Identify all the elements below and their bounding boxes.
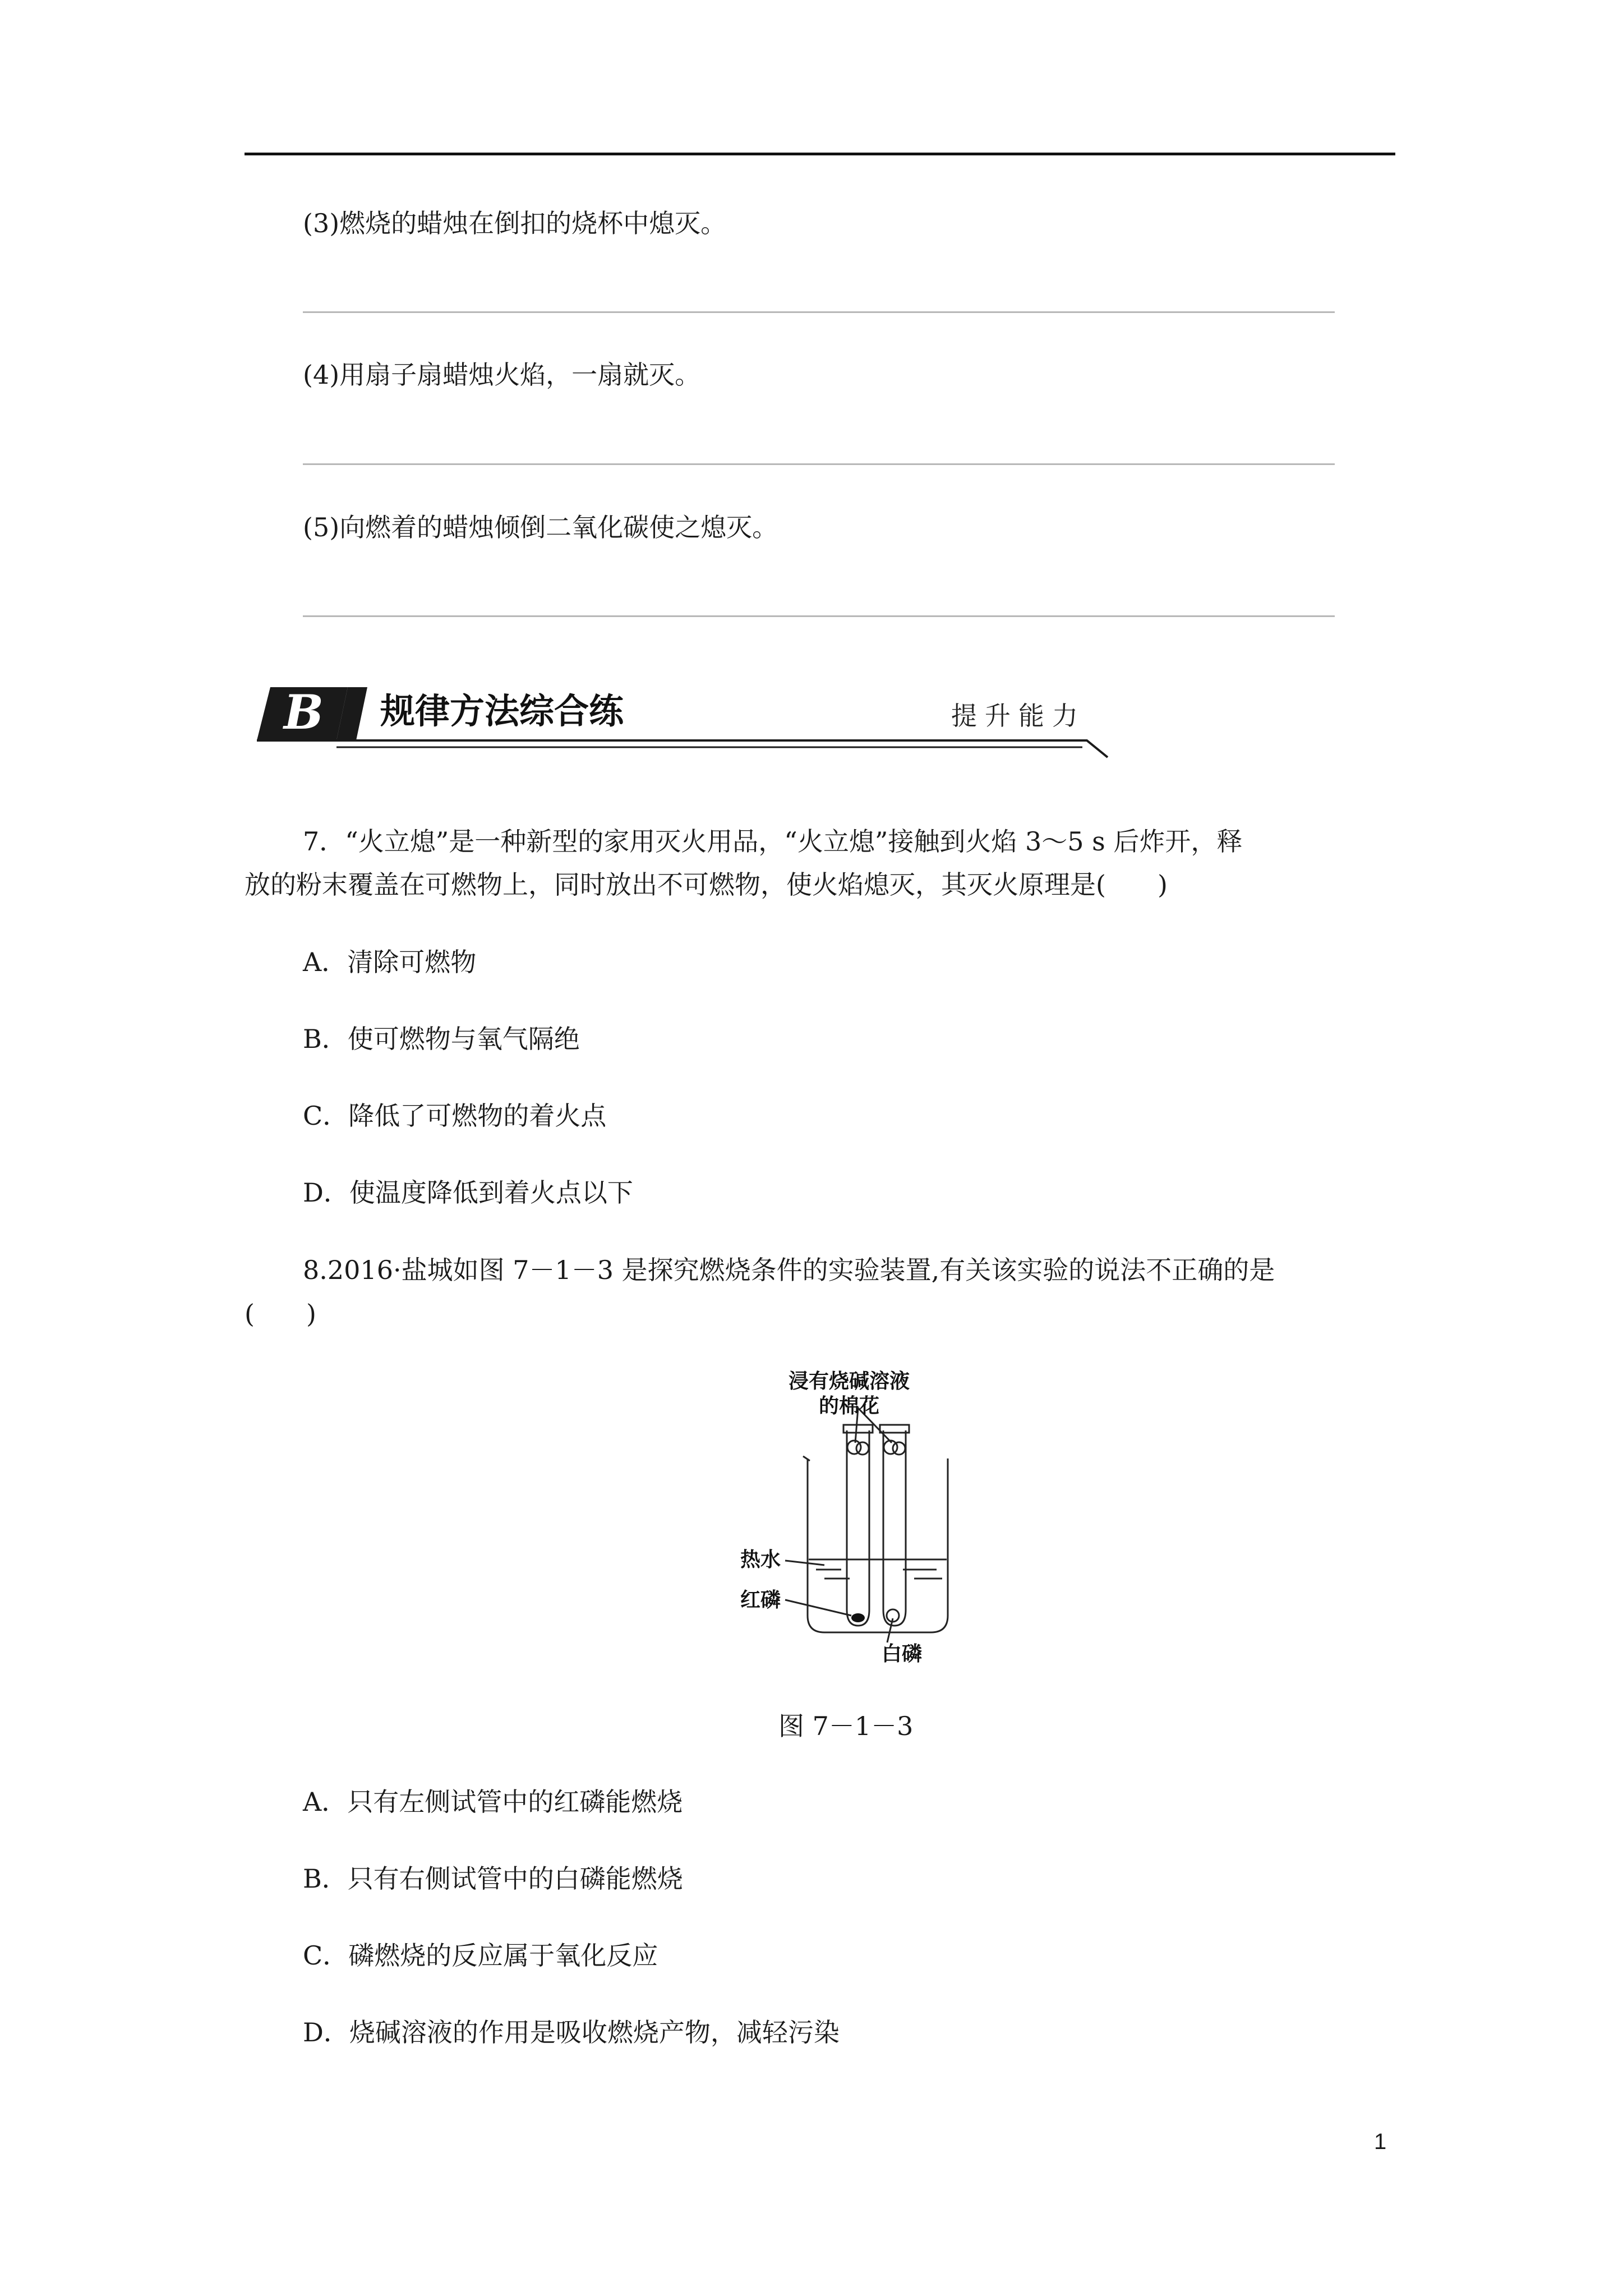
label-hot-water: 热水 bbox=[740, 1548, 781, 1571]
q8-option-c[interactable]: C．磷燃烧的反应属于氧化反应 bbox=[303, 1940, 658, 1971]
section-title: 规律方法综合练 bbox=[380, 691, 624, 731]
page-number: 1 bbox=[1374, 2129, 1387, 2154]
q7-option-b[interactable]: B．使可燃物与氧气隔绝 bbox=[303, 1024, 580, 1054]
answer-line-3[interactable] bbox=[303, 311, 1335, 313]
label-cotton-2: 的棉花 bbox=[819, 1395, 880, 1418]
question-7-line-2: 放的粉末覆盖在可燃物上，同时放出不可燃物，使火焰熄灭，其灭火原理是( ) bbox=[245, 869, 1168, 900]
question-4: (4)用扇子扇蜡烛火焰，一扇就灭。 bbox=[303, 360, 701, 390]
question-8-line-2: ( ) bbox=[245, 1299, 316, 1329]
question-3: (3)燃烧的蜡烛在倒扣的烧杯中熄灭。 bbox=[303, 208, 727, 238]
answer-line-4[interactable] bbox=[303, 463, 1335, 465]
answer-line-5[interactable] bbox=[303, 615, 1335, 617]
question-7-line-1: 7．“火立熄”是一种新型的家用灭火用品，“火立熄”接触到火焰 3～5 s 后炸开，释 bbox=[303, 826, 1243, 857]
q7-option-d[interactable]: D．使温度降低到着火点以下 bbox=[303, 1177, 633, 1208]
q8-option-a[interactable]: A．只有左侧试管中的红磷能燃烧 bbox=[303, 1787, 683, 1817]
q7-option-c[interactable]: C．降低了可燃物的着火点 bbox=[303, 1101, 607, 1131]
label-cotton-1: 浸有烧碱溶液 bbox=[789, 1370, 910, 1393]
question-8-line-1: 8.2016·盐城如图 7－1－3 是探究燃烧条件的实验装置,有关该实验的说法不正确的是 bbox=[303, 1255, 1275, 1285]
label-red-phosphorus: 红磷 bbox=[740, 1589, 781, 1612]
figure-caption: 图 7－1－3 bbox=[778, 1711, 914, 1741]
question-5: (5)向燃着的蜡烛倾倒二氧化碳使之熄灭。 bbox=[303, 512, 778, 542]
q8-option-d[interactable]: D．烧碱溶液的作用是吸收燃烧产物，减轻污染 bbox=[303, 2017, 840, 2047]
q7-option-a[interactable]: A．清除可燃物 bbox=[303, 947, 477, 977]
label-white-phosphorus: 白磷 bbox=[882, 1642, 923, 1665]
section-subtitle: 提升能力 bbox=[951, 701, 1086, 731]
section-banner bbox=[252, 679, 1116, 763]
header-rule bbox=[245, 153, 1395, 155]
section-letter: B bbox=[284, 684, 324, 740]
experiment-figure bbox=[740, 1369, 976, 1683]
q8-option-b[interactable]: B．只有右侧试管中的白磷能燃烧 bbox=[303, 1864, 683, 1894]
